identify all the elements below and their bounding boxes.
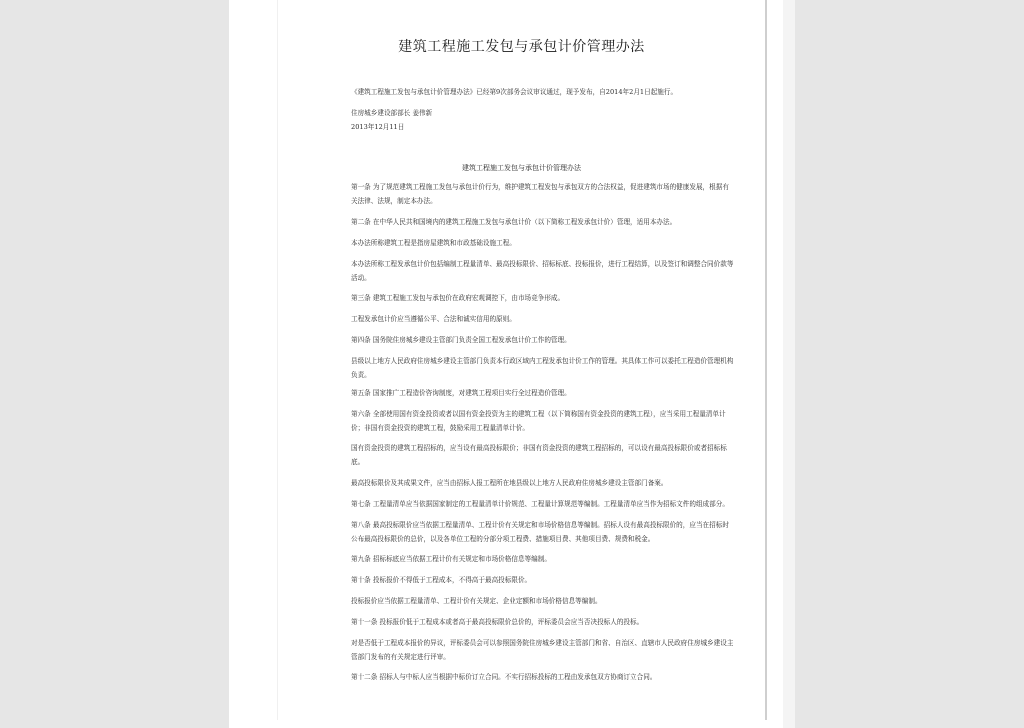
paragraph-line: 第三条 建筑工程施工发包与承包价在政府宏观调控下，由市场竞争形成。 xyxy=(351,294,565,302)
paragraph-line: 第一条 为了规范建筑工程施工发包与承包计价行为，维护建筑工程发包与承包双方的合法权益，促进建筑市场的健康发展，根据有 xyxy=(351,183,729,191)
paragraph-line: 工程发承包计价应当遵循公平、合法和诚实信用的原则。 xyxy=(351,315,516,323)
paragraph-line: 价；非国有资金投资的建筑工程，鼓励采用工程量清单计价。 xyxy=(351,424,530,432)
paragraph-line: 第四条 国务院住房城乡建设主管部门负责全国工程发承包计价工作的管理。 xyxy=(351,336,571,344)
issue-date: 2013年12月11日 xyxy=(351,123,405,131)
signature: 住房城乡建设部部长 姜伟新 xyxy=(351,109,433,117)
paragraph-line: 底。 xyxy=(351,458,365,466)
paragraph-line: 对是否低于工程成本报价的异议，评标委员会可以参照国务院住房城乡建设主管部门和省、自治区、直辖市人民政府住房城乡建设主 xyxy=(351,639,734,647)
paragraph-line: 第十条 投标报价不得低于工程成本，不得高于最高投标限价。 xyxy=(351,576,532,584)
paragraph-line: 第二条 在中华人民共和国境内的建筑工程施工发包与承包计价（以下简称工程发承包计价）管理，适用本办法。 xyxy=(351,218,677,226)
paragraph-line: 投标报价应当依据工程量清单、工程计价有关规定、企业定额和市场价格信息等编制。 xyxy=(351,597,602,605)
paragraph-line: 关法律、法规，制定本办法。 xyxy=(351,197,437,205)
document-subtitle: 建筑工程施工发包与承包计价管理办法 xyxy=(462,164,581,172)
paragraph-line: 县级以上地方人民政府住房城乡建设主管部门负责本行政区域内工程发承包计价工作的管理。其具体工作可以委托工程造价管理机构 xyxy=(351,357,734,365)
paragraph-line: 国有资金投资的建筑工程招标的，应当设有最高投标限价；非国有资金投资的建筑工程招标的，可以设有最高投标限价或者招标标 xyxy=(351,444,727,452)
paragraph-line: 第九条 招标标底应当依据工程计价有关规定和市场价格信息等编制。 xyxy=(351,555,551,563)
paragraph-line: 第十一条 投标报价低于工程成本或者高于最高投标限价总价的，评标委员会应当否决投标人的投标。 xyxy=(351,618,644,626)
paragraph-line: 第七条 工程量清单应当依据国家制定的工程量清单计价规范、工程量计算规范等编制。工程量清单应当作为招标文件的组成部分。 xyxy=(351,500,729,508)
paragraph-line: 第五条 国家推广工程造价咨询制度，对建筑工程项目实行全过程造价管理。 xyxy=(351,389,571,397)
paragraph-line: 第六条 全部使用国有资金投资或者以国有资金投资为主的建筑工程（以下简称国有资金投资的建筑工程），应当采用工程量清单计 xyxy=(351,410,726,418)
paragraph-line: 本办法所称建筑工程是指房屋建筑和市政基础设施工程。 xyxy=(351,239,516,247)
paragraph-line: 第十二条 招标人与中标人应当根据中标价订立合同。不实行招标投标的工程由发承包双方协商订立合同。 xyxy=(351,673,657,681)
paragraph-line: 第八条 最高投标限价应当依据工程量清单、工程计价有关规定和市场价格信息等编制。招标人设有最高投标限价的，应当在招标时 xyxy=(351,521,729,529)
paragraph-line: 负责。 xyxy=(351,371,371,379)
paragraph-line: 最高投标限价及其成果文件，应当由招标人报工程所在地县级以上地方人民政府住房城乡建设主管部门备案。 xyxy=(351,479,668,487)
paragraph-line: 本办法所称工程发承包计价包括编制工程量清单、最高投标限价、招标标底、投标报价，进行工程结算，以及签订和调整合同价款等 xyxy=(351,260,734,268)
scrollbar-track[interactable] xyxy=(783,0,795,728)
paragraph-line: 活动。 xyxy=(351,274,371,282)
paragraph-line: 公布最高投标限价的总价，以及各单位工程的分部分项工程费、措施项目费、其他项目费、规费和税金。 xyxy=(351,535,655,543)
intro-text: 《建筑工程施工发包与承包计价管理办法》已经第9次部务会议审议通过，现予发布，自2014年2月1日起施行。 xyxy=(351,88,678,96)
document-viewer xyxy=(229,0,795,728)
paragraph-line: 管部门发布的有关规定进行评审。 xyxy=(351,653,450,661)
document-title: 建筑工程施工发包与承包计价管理办法 xyxy=(398,39,645,55)
document-page xyxy=(277,0,767,720)
